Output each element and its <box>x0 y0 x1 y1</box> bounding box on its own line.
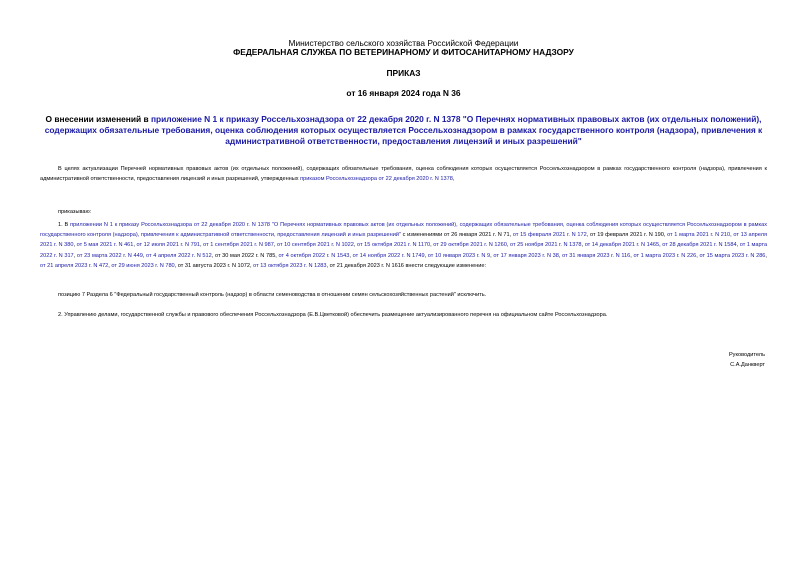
item-1-text: , от 19 февраля 2021 г. N 190, <box>586 232 668 239</box>
amendment-link[interactable]: от 28 декабря 2021 г. N 1584 <box>662 242 737 249</box>
document-date: от 16 января 2024 года N 36 <box>346 88 461 98</box>
item-1-text: , <box>765 252 767 259</box>
service-name: ФЕДЕРАЛЬНАЯ СЛУЖБА ПО ВЕТЕРИНАРНОМУ И ФИТОСАНИТАРНОМУ НАДЗОРУ <box>233 47 574 57</box>
item-1-link[interactable]: приложении N 1 к приказу Россельхознадзора от 22 декабря 2020 г. N 1378 "О Перечнях нормативных правовых актов (их отдельных положений), содержащих обязательные требования, оценка соблюдения которых осуществляется Россельхознадзором в рамках государственного контроля (надзора), привлечения к административной ответственности, предоставления лицензий и иных разрешений" <box>40 222 767 239</box>
amendment-link[interactable]: от 15 февраля 2021 г. N 172 <box>512 232 587 239</box>
amendment-link[interactable]: от 17 января 2023 г. N 38 <box>493 252 559 259</box>
signatory-role: Руководитель <box>728 352 765 358</box>
amendment-link[interactable]: от 15 марта 2023 г. N 286 <box>699 252 766 259</box>
amendment-link[interactable]: от 10 января 2023 г. N 9 <box>427 252 491 259</box>
item-1-text: , <box>558 252 563 259</box>
paragraph-exclusion: позицию 7 Раздела 6 "Федеральный государственный контроль (надзор) в области семеноводства в отношении семян сельскохозяйственных растений" исключить. <box>58 292 487 298</box>
amendment-link[interactable]: от 1 марта 2021 г. N 210 <box>667 232 731 239</box>
amendment-link[interactable]: от 4 апреля 2022 г. N 512 <box>146 252 212 259</box>
item-1-text: , <box>581 242 585 249</box>
amendment-link[interactable]: от 10 сентября 2021 г. N 1022 <box>276 242 354 249</box>
amendment-link[interactable]: от 1 сентября 2021 г. N 987 <box>203 242 274 249</box>
title-link[interactable]: приложение N 1 к приказу Россельхознадзора от 22 декабря 2020 г. N 1378 "О Перечнях нормативных правовых актов (их отдельных положений), содержащих обязательные требования, оценка соблюдения которых осуществляется Россельхознадзором в рамках государственного контроля (надзора), привлечения к административной ответственности, предоставления лицензий и иных разрешений" <box>44 114 763 147</box>
preamble-link[interactable]: приказом Россельхознадзора от 22 декабря 2020 г. N 1378 <box>300 176 453 183</box>
item-1-text: , <box>736 242 740 249</box>
amendment-link[interactable]: от 15 октября 2021 г. N 1170 <box>357 242 431 249</box>
item-1-text: , <box>142 252 147 259</box>
amendment-link[interactable]: от 29 октября 2021 г. N 1260 <box>433 242 507 249</box>
item-1-text: , от 30 мая 2022 г. N 785, <box>211 252 279 259</box>
amendment-link[interactable]: от 13 апреля 2021 г. N 380 <box>40 232 768 249</box>
item-1-text: , <box>730 232 734 239</box>
amendment-link[interactable]: от 4 октября 2022 г. N 1543 <box>278 252 350 259</box>
item-1-text: , <box>133 242 137 249</box>
item-1-text: , <box>696 252 700 259</box>
preamble-end: , <box>452 176 455 183</box>
amendment-link[interactable]: от 14 ноября 2022 г. N 1749 <box>352 252 425 259</box>
signature-block <box>565 350 765 370</box>
item-1-text: , <box>73 252 77 259</box>
amendment-link[interactable]: от 23 марта 2022 г. N 449 <box>76 252 143 259</box>
amendment-link[interactable]: от 31 января 2023 г. N 116 <box>562 252 631 259</box>
amendment-link[interactable]: от 5 мая 2021 г. N 461 <box>76 242 134 249</box>
document-type: ПРИКАЗ <box>386 68 421 78</box>
amendment-link[interactable]: от 1 марта 2023 г. N 226 <box>633 252 697 259</box>
preamble-text: В целях актуализации Перечней нормативных правовых актов (их отдельных положений), содержащих обязательные требования, оценка соблюдения которых осуществляется Россельхознадзором в рамках государственного контроля (надзора), привлечения к административной ответственности, предоставления лицензий и иных разрешений, утвержденных <box>40 166 767 183</box>
title-prefix: О внесении изменений в <box>45 114 151 124</box>
signatory-name: С.А.Данкверт <box>730 362 765 369</box>
amendment-link[interactable]: от 21 апреля 2023 г. N 472 <box>40 262 109 269</box>
ministry-name: Министерство сельского хозяйства Российской Федерации <box>288 38 519 48</box>
item-1-text: с изменениями от 26 января 2021 г. N 71, <box>400 232 513 239</box>
item-1-text: , <box>506 242 510 249</box>
paragraph-preamble <box>40 164 767 184</box>
item-1-text: , <box>430 242 434 249</box>
paragraph-item-2: 2. Управлению делами, государственной службы и правового обеспечения Россельхознадзора (Е.В.Цветковой) обеспечить размещение актуализированного перечня на официальном сайте Россельхознадзора. <box>58 312 608 318</box>
item-1-text: , <box>349 252 353 259</box>
amendment-link[interactable]: от 29 июня 2023 г. N 780 <box>111 262 175 269</box>
item-1-text: , <box>659 242 663 249</box>
item-1-text: , <box>73 242 77 249</box>
amendment-link[interactable]: от 13 октября 2023 г. N 1283 <box>253 262 327 269</box>
document-title <box>40 114 767 148</box>
item-1-text: , <box>490 252 494 259</box>
item-1-text: , <box>108 262 112 269</box>
amendment-link[interactable]: от 25 ноября 2021 г. N 1378 <box>509 242 582 249</box>
item-1-text: , <box>630 252 634 259</box>
amendment-link[interactable]: от 14 декабря 2021 г. N 1465 <box>584 242 660 249</box>
item-1-text: , <box>424 252 428 259</box>
item-1-text: , от 21 декабря 2023 г. N 1616 внести следующие изменение: <box>326 262 487 269</box>
item-1-text: , <box>353 242 358 249</box>
item-1-number: 1. В <box>58 222 71 228</box>
amendment-link[interactable]: от 1 марта 2022 г. N 317 <box>40 242 768 259</box>
item-1-text: , <box>199 242 204 249</box>
paragraph-ordered: приказываю: <box>58 209 92 215</box>
item-1-text: , <box>273 242 277 249</box>
paragraph-item-1 <box>40 220 767 271</box>
item-1-text: , от 31 августа 2023 г. N 1072, <box>174 262 254 269</box>
amendment-link[interactable]: от 12 июля 2021 г. N 791 <box>136 242 200 249</box>
